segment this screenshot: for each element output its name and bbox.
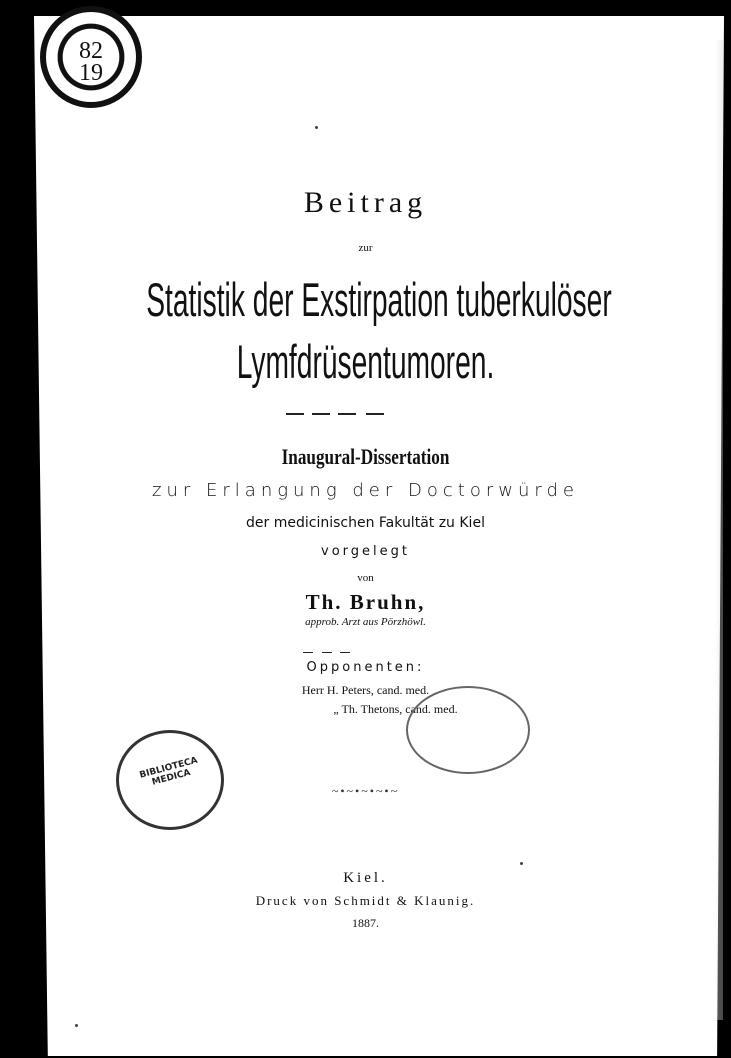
library-stamp-number: 82 19 [79, 38, 103, 86]
author-name: Th. Bruhn, [305, 590, 426, 614]
author-title: approb. Arzt aus Pörzhöwl. [305, 616, 426, 628]
speck [315, 126, 318, 129]
divider-dash [366, 413, 384, 415]
speck [520, 862, 523, 865]
library-stamp-top [40, 6, 142, 108]
title-line-2: Lymfdrüsentumoren. [236, 335, 495, 388]
place-name: Kiel. [343, 870, 388, 886]
zur-word: zur [358, 242, 373, 254]
opponent-1: Herr H. Peters, cand. med. [301, 683, 430, 697]
vorgelegt-line: vorgelegt [321, 544, 410, 559]
speck [75, 1024, 78, 1027]
opponent-2: „ Th. Thetons, cand. med. [333, 702, 458, 716]
opponenten-heading: Opponenten: [306, 660, 425, 675]
divider-dash [303, 652, 313, 653]
title-line-1: Statistik der Exstirpation tuberkulöser [146, 273, 612, 326]
biblioteca-medica-stamp [116, 730, 224, 830]
printer-line: Druck von Schmidt & Klaunig. [255, 893, 476, 908]
oval-stamp [406, 686, 530, 774]
dissertation-title: Inaugural-Dissertation [281, 444, 450, 469]
divider-dash [340, 652, 350, 653]
erlangung-line: zur Erlangung der Doctorwürde [152, 480, 579, 501]
divider-dash [312, 413, 330, 415]
von-word: von [357, 572, 374, 584]
beitrag-heading: Beitrag [303, 186, 428, 219]
divider-dash [286, 413, 304, 415]
fakultaet-line: der medicinischen Fakultät zu Kiel [246, 515, 485, 531]
divider-dash [322, 652, 332, 653]
stamp-medica-text: BIBLIOTECA MEDICA [138, 755, 199, 788]
year: 1887. [352, 916, 379, 930]
ornament: ~•~•~•~•~ [331, 784, 400, 798]
divider-dash [338, 413, 356, 415]
